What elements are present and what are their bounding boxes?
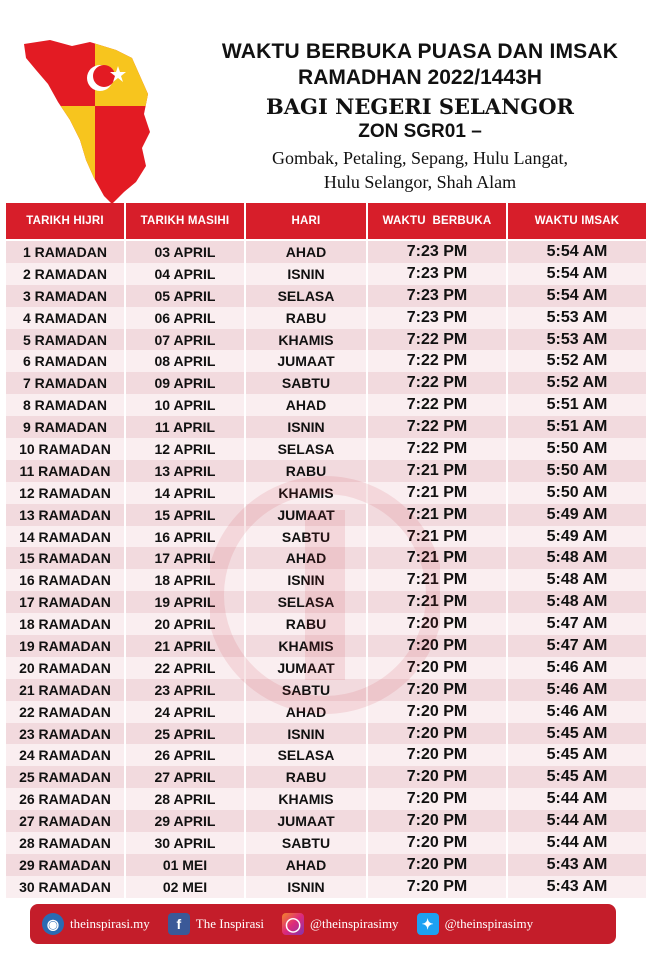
cell-tarikh-masihi: 23 APRIL xyxy=(126,679,246,701)
table-row xyxy=(6,329,646,351)
globe-icon: ◉ xyxy=(42,913,64,935)
table-row xyxy=(6,263,646,285)
cell-tarikh-hijri: 18 RAMADAN xyxy=(6,613,126,635)
cell-hari: ISNIN xyxy=(246,723,368,745)
cell-hari: SABTU xyxy=(246,679,368,701)
cell-tarikh-masihi: 21 APRIL xyxy=(126,635,246,657)
zone-areas-line-1: Gombak, Petaling, Sepang, Hulu Langat, xyxy=(272,148,568,168)
cell-waktu-berbuka: 7:21 PM xyxy=(368,482,508,504)
cell-tarikh-hijri: 7 RAMADAN xyxy=(6,372,126,394)
table-row xyxy=(6,372,646,394)
table-row xyxy=(6,832,646,854)
cell-tarikh-masihi: 24 APRIL xyxy=(126,701,246,723)
cell-waktu-berbuka: 7:21 PM xyxy=(368,460,508,482)
table-row xyxy=(6,591,646,613)
cell-waktu-berbuka: 7:21 PM xyxy=(368,504,508,526)
zone-label: ZON SGR01 – xyxy=(358,121,482,142)
cell-waktu-imsak: 5:54 AM xyxy=(508,263,646,285)
cell-tarikh-hijri: 13 RAMADAN xyxy=(6,504,126,526)
cell-tarikh-masihi: 16 APRIL xyxy=(126,526,246,548)
table-row xyxy=(6,438,646,460)
table-row xyxy=(6,810,646,832)
cell-tarikh-masihi: 10 APRIL xyxy=(126,394,246,416)
footer-website[interactable] xyxy=(42,913,150,935)
cell-tarikh-hijri: 15 RAMADAN xyxy=(6,547,126,569)
cell-tarikh-masihi: 12 APRIL xyxy=(126,438,246,460)
zone-areas-line-2: Hulu Selangor, Shah Alam xyxy=(323,172,517,192)
table-row xyxy=(6,241,646,263)
cell-hari: RABU xyxy=(246,766,368,788)
cell-waktu-berbuka: 7:20 PM xyxy=(368,832,508,854)
column-header-hari: HARI xyxy=(246,203,368,239)
cell-waktu-imsak: 5:47 AM xyxy=(508,635,646,657)
table-row xyxy=(6,701,646,723)
footer-facebook[interactable] xyxy=(168,913,264,935)
cell-tarikh-hijri: 12 RAMADAN xyxy=(6,482,126,504)
cell-hari: KHAMIS xyxy=(246,635,368,657)
table-row xyxy=(6,416,646,438)
cell-waktu-imsak: 5:50 AM xyxy=(508,460,646,482)
cell-waktu-imsak: 5:44 AM xyxy=(508,810,646,832)
cell-waktu-imsak: 5:48 AM xyxy=(508,547,646,569)
cell-tarikh-masihi: 04 APRIL xyxy=(126,263,246,285)
cell-waktu-imsak: 5:43 AM xyxy=(508,854,646,876)
table-row xyxy=(6,635,646,657)
cell-hari: SELASA xyxy=(246,285,368,307)
cell-hari: RABU xyxy=(246,307,368,329)
cell-waktu-imsak: 5:48 AM xyxy=(508,591,646,613)
title-line-1: WAKTU BERBUKA PUASA DAN IMSAK xyxy=(221,40,619,63)
cell-tarikh-hijri: 26 RAMADAN xyxy=(6,788,126,810)
cell-hari: JUMAAT xyxy=(246,504,368,526)
cell-tarikh-hijri: 20 RAMADAN xyxy=(6,657,126,679)
cell-tarikh-hijri: 30 RAMADAN xyxy=(6,876,126,898)
cell-tarikh-masihi: 19 APRIL xyxy=(126,591,246,613)
cell-hari: JUMAAT xyxy=(246,350,368,372)
table-row xyxy=(6,526,646,548)
cell-waktu-imsak: 5:45 AM xyxy=(508,766,646,788)
facebook-label: The Inspirasi xyxy=(195,916,265,931)
cell-waktu-berbuka: 7:20 PM xyxy=(368,766,508,788)
cell-tarikh-hijri: 21 RAMADAN xyxy=(6,679,126,701)
cell-waktu-imsak: 5:50 AM xyxy=(508,482,646,504)
cell-tarikh-masihi: 26 APRIL xyxy=(126,744,246,766)
cell-hari: SELASA xyxy=(246,438,368,460)
column-header-berbuka: WAKTU BERBUKA xyxy=(368,203,508,239)
cell-waktu-berbuka: 7:22 PM xyxy=(368,329,508,351)
cell-tarikh-masihi: 29 APRIL xyxy=(126,810,246,832)
cell-waktu-imsak: 5:52 AM xyxy=(508,350,646,372)
table-row xyxy=(6,788,646,810)
cell-tarikh-hijri: 1 RAMADAN xyxy=(6,241,126,263)
cell-tarikh-hijri: 8 RAMADAN xyxy=(6,394,126,416)
cell-waktu-berbuka: 7:23 PM xyxy=(368,241,508,263)
table-row xyxy=(6,679,646,701)
table-row xyxy=(6,657,646,679)
cell-waktu-berbuka: 7:20 PM xyxy=(368,744,508,766)
cell-tarikh-hijri: 2 RAMADAN xyxy=(6,263,126,285)
cell-tarikh-masihi: 02 MEI xyxy=(126,876,246,898)
cell-waktu-berbuka: 7:22 PM xyxy=(368,438,508,460)
cell-hari: KHAMIS xyxy=(246,788,368,810)
twitter-label: @theinspirasimy xyxy=(444,916,534,931)
cell-waktu-imsak: 5:53 AM xyxy=(508,307,646,329)
table-row xyxy=(6,482,646,504)
cell-hari: ISNIN xyxy=(246,569,368,591)
cell-waktu-berbuka: 7:23 PM xyxy=(368,263,508,285)
table-row xyxy=(6,394,646,416)
cell-tarikh-hijri: 22 RAMADAN xyxy=(6,701,126,723)
cell-tarikh-hijri: 19 RAMADAN xyxy=(6,635,126,657)
cell-tarikh-masihi: 09 APRIL xyxy=(126,372,246,394)
cell-waktu-imsak: 5:54 AM xyxy=(508,241,646,263)
column-header-masihi: TARIKH MASIHI xyxy=(126,203,246,239)
cell-hari: JUMAAT xyxy=(246,657,368,679)
cell-waktu-berbuka: 7:21 PM xyxy=(368,569,508,591)
cell-waktu-imsak: 5:51 AM xyxy=(508,394,646,416)
table-row xyxy=(6,744,646,766)
cell-waktu-berbuka: 7:20 PM xyxy=(368,723,508,745)
cell-waktu-imsak: 5:48 AM xyxy=(508,569,646,591)
cell-tarikh-hijri: 4 RAMADAN xyxy=(6,307,126,329)
cell-hari: ISNIN xyxy=(246,263,368,285)
column-header-imsak: WAKTU IMSAK xyxy=(508,203,646,239)
cell-waktu-imsak: 5:54 AM xyxy=(508,285,646,307)
cell-waktu-berbuka: 7:23 PM xyxy=(368,285,508,307)
table-row xyxy=(6,350,646,372)
cell-tarikh-masihi: 03 APRIL xyxy=(126,241,246,263)
cell-hari: ISNIN xyxy=(246,876,368,898)
cell-waktu-imsak: 5:53 AM xyxy=(508,329,646,351)
cell-tarikh-masihi: 08 APRIL xyxy=(126,350,246,372)
cell-hari: KHAMIS xyxy=(246,482,368,504)
cell-waktu-imsak: 5:44 AM xyxy=(508,788,646,810)
cell-hari: ISNIN xyxy=(246,416,368,438)
cell-waktu-imsak: 5:49 AM xyxy=(508,504,646,526)
cell-hari: SELASA xyxy=(246,744,368,766)
table-row xyxy=(6,854,646,876)
footer-instagram[interactable] xyxy=(282,913,399,935)
facebook-icon: f xyxy=(168,913,190,935)
column-header-hijri: TARIKH HIJRI xyxy=(6,203,126,239)
cell-tarikh-masihi: 14 APRIL xyxy=(126,482,246,504)
cell-tarikh-hijri: 25 RAMADAN xyxy=(6,766,126,788)
cell-tarikh-masihi: 25 APRIL xyxy=(126,723,246,745)
cell-hari: AHAD xyxy=(246,394,368,416)
table-row xyxy=(6,285,646,307)
cell-waktu-berbuka: 7:20 PM xyxy=(368,701,508,723)
cell-tarikh-hijri: 10 RAMADAN xyxy=(6,438,126,460)
table-body xyxy=(6,241,646,898)
cell-tarikh-masihi: 18 APRIL xyxy=(126,569,246,591)
cell-waktu-imsak: 5:46 AM xyxy=(508,657,646,679)
table-row xyxy=(6,876,646,898)
cell-waktu-imsak: 5:46 AM xyxy=(508,701,646,723)
title-line-3: BAGI NEGERI SELANGOR xyxy=(266,94,574,119)
cell-hari: SABTU xyxy=(246,526,368,548)
cell-tarikh-masihi: 05 APRIL xyxy=(126,285,246,307)
schedule-table xyxy=(6,203,646,898)
cell-waktu-imsak: 5:50 AM xyxy=(508,438,646,460)
cell-tarikh-masihi: 01 MEI xyxy=(126,854,246,876)
cell-hari: SELASA xyxy=(246,591,368,613)
cell-hari: SABTU xyxy=(246,372,368,394)
instagram-icon: ◯ xyxy=(282,913,304,935)
footer-twitter[interactable] xyxy=(417,913,534,935)
cell-hari: KHAMIS xyxy=(246,329,368,351)
cell-hari: RABU xyxy=(246,460,368,482)
table-row xyxy=(6,504,646,526)
cell-waktu-imsak: 5:46 AM xyxy=(508,679,646,701)
selangor-map-flag-icon xyxy=(20,36,160,206)
cell-tarikh-hijri: 28 RAMADAN xyxy=(6,832,126,854)
table-row xyxy=(6,547,646,569)
cell-waktu-imsak: 5:43 AM xyxy=(508,876,646,898)
twitter-icon: ✦ xyxy=(417,913,439,935)
cell-tarikh-masihi: 27 APRIL xyxy=(126,766,246,788)
cell-waktu-berbuka: 7:20 PM xyxy=(368,788,508,810)
cell-hari: RABU xyxy=(246,613,368,635)
cell-tarikh-hijri: 17 RAMADAN xyxy=(6,591,126,613)
table-row xyxy=(6,307,646,329)
cell-waktu-imsak: 5:45 AM xyxy=(508,744,646,766)
table-row xyxy=(6,766,646,788)
cell-waktu-berbuka: 7:22 PM xyxy=(368,394,508,416)
cell-waktu-imsak: 5:52 AM xyxy=(508,372,646,394)
cell-tarikh-masihi: 20 APRIL xyxy=(126,613,246,635)
cell-waktu-berbuka: 7:22 PM xyxy=(368,350,508,372)
cell-tarikh-masihi: 22 APRIL xyxy=(126,657,246,679)
cell-hari: AHAD xyxy=(246,547,368,569)
cell-tarikh-hijri: 11 RAMADAN xyxy=(6,460,126,482)
title-line-2: RAMADHAN 2022/1443H xyxy=(298,66,542,89)
cell-tarikh-hijri: 29 RAMADAN xyxy=(6,854,126,876)
cell-waktu-berbuka: 7:20 PM xyxy=(368,613,508,635)
cell-tarikh-hijri: 9 RAMADAN xyxy=(6,416,126,438)
cell-waktu-imsak: 5:47 AM xyxy=(508,613,646,635)
cell-waktu-berbuka: 7:21 PM xyxy=(368,547,508,569)
cell-hari: AHAD xyxy=(246,241,368,263)
cell-waktu-berbuka: 7:22 PM xyxy=(368,372,508,394)
cell-waktu-berbuka: 7:20 PM xyxy=(368,679,508,701)
cell-tarikh-hijri: 16 RAMADAN xyxy=(6,569,126,591)
cell-tarikh-masihi: 17 APRIL xyxy=(126,547,246,569)
cell-waktu-berbuka: 7:23 PM xyxy=(368,307,508,329)
cell-hari: AHAD xyxy=(246,701,368,723)
cell-waktu-berbuka: 7:21 PM xyxy=(368,591,508,613)
cell-tarikh-masihi: 15 APRIL xyxy=(126,504,246,526)
cell-waktu-berbuka: 7:20 PM xyxy=(368,657,508,679)
cell-waktu-berbuka: 7:22 PM xyxy=(368,416,508,438)
instagram-label: @theinspirasimy xyxy=(310,916,399,931)
cell-tarikh-masihi: 28 APRIL xyxy=(126,788,246,810)
cell-waktu-berbuka: 7:20 PM xyxy=(368,810,508,832)
cell-tarikh-hijri: 14 RAMADAN xyxy=(6,526,126,548)
cell-hari: JUMAAT xyxy=(246,810,368,832)
cell-waktu-berbuka: 7:20 PM xyxy=(368,876,508,898)
cell-tarikh-hijri: 5 RAMADAN xyxy=(6,329,126,351)
cell-tarikh-hijri: 24 RAMADAN xyxy=(6,744,126,766)
cell-waktu-berbuka: 7:20 PM xyxy=(368,635,508,657)
cell-tarikh-masihi: 11 APRIL xyxy=(126,416,246,438)
cell-tarikh-masihi: 30 APRIL xyxy=(126,832,246,854)
cell-tarikh-masihi: 07 APRIL xyxy=(126,329,246,351)
table-row xyxy=(6,613,646,635)
footer-bar xyxy=(30,904,616,944)
cell-waktu-imsak: 5:44 AM xyxy=(508,832,646,854)
cell-waktu-imsak: 5:45 AM xyxy=(508,723,646,745)
table-header xyxy=(6,203,646,239)
table-row xyxy=(6,723,646,745)
table-row xyxy=(6,460,646,482)
table-row xyxy=(6,569,646,591)
cell-tarikh-masihi: 13 APRIL xyxy=(126,460,246,482)
cell-tarikh-hijri: 6 RAMADAN xyxy=(6,350,126,372)
cell-tarikh-hijri: 23 RAMADAN xyxy=(6,723,126,745)
cell-hari: SABTU xyxy=(246,832,368,854)
cell-hari: AHAD xyxy=(246,854,368,876)
cell-waktu-berbuka: 7:21 PM xyxy=(368,526,508,548)
cell-waktu-berbuka: 7:20 PM xyxy=(368,854,508,876)
cell-tarikh-hijri: 27 RAMADAN xyxy=(6,810,126,832)
cell-tarikh-masihi: 06 APRIL xyxy=(126,307,246,329)
cell-tarikh-hijri: 3 RAMADAN xyxy=(6,285,126,307)
website-label: theinspirasi.my xyxy=(70,916,150,931)
cell-waktu-imsak: 5:49 AM xyxy=(508,526,646,548)
cell-waktu-imsak: 5:51 AM xyxy=(508,416,646,438)
